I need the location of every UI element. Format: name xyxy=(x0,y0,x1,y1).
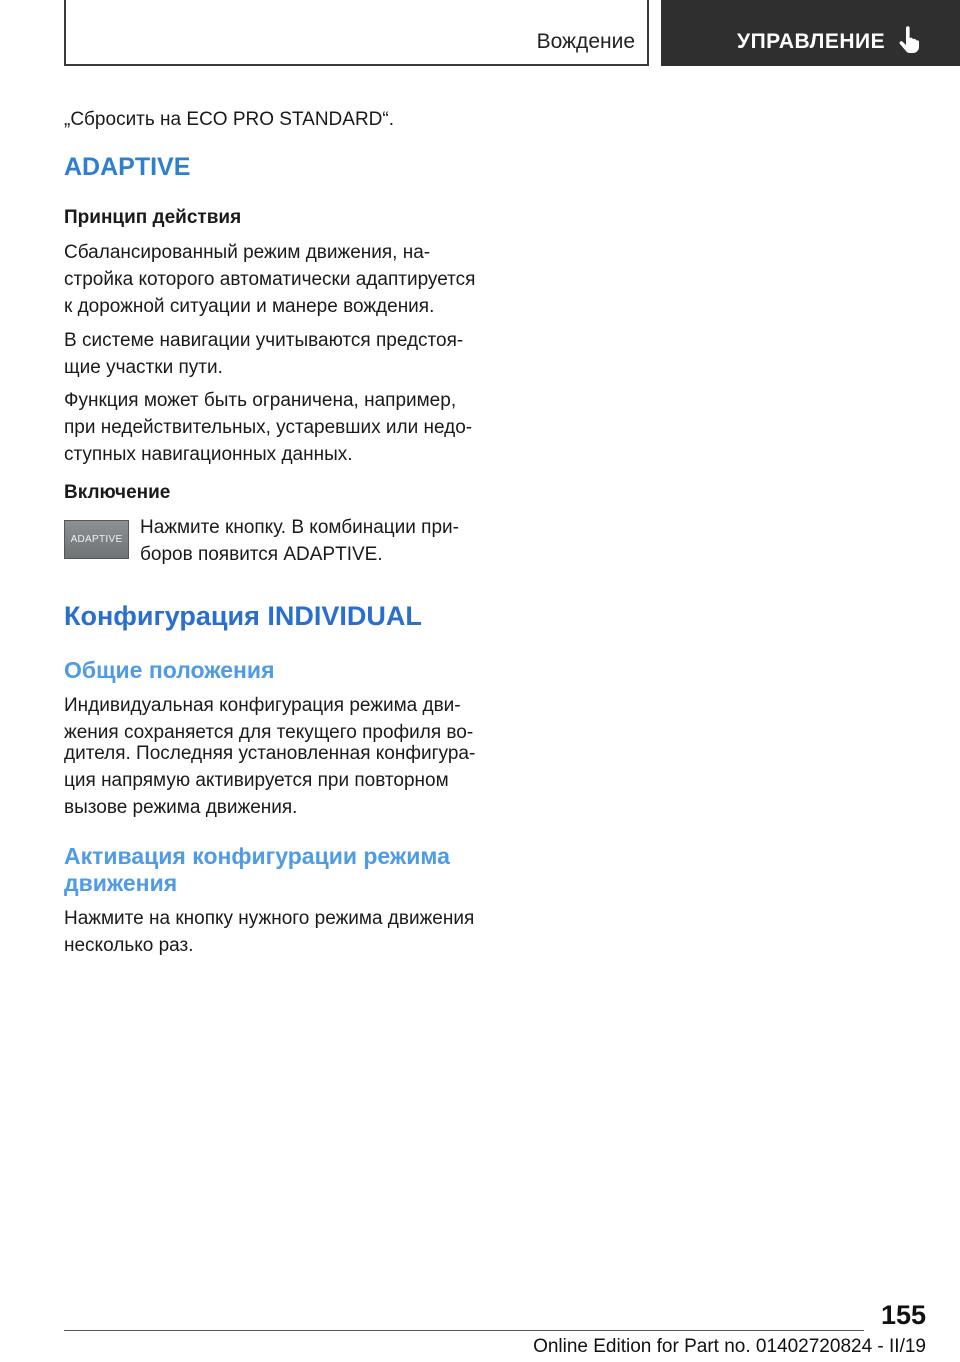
hand-pointer-icon xyxy=(897,26,921,54)
general-text-line1: Индивидуальная конфигурация режима дви- xyxy=(64,695,461,716)
general-text-line2: жения сохраняется для текущего профиля во- xyxy=(64,722,474,743)
config-activation-heading-line2: движения xyxy=(64,870,178,896)
activation-text-line1: Нажмите кнопку. В комбинации при- xyxy=(140,517,459,538)
adaptive-para3-line1: Функция может быть ограничена, например, xyxy=(64,390,457,411)
adaptive-para1-line2: стройка которого автоматически адаптируется xyxy=(64,269,476,290)
principle-heading: Принцип действия xyxy=(64,207,242,228)
adaptive-para1-line1: Сбалансированный режим движения, на- xyxy=(64,242,431,263)
config-activation-heading-line1: Активация конфигурации режима xyxy=(64,843,450,869)
header-chapter-title: УПРАВЛЕНИЕ xyxy=(737,30,886,53)
page-number: 155 xyxy=(880,1300,926,1330)
header-section-box xyxy=(64,0,649,66)
adaptive-para3-line3: ступных навигационных данных. xyxy=(64,444,353,465)
general-heading: Общие положения xyxy=(64,657,275,683)
adaptive-para1-line3: к дорожной ситуации и манере вождения. xyxy=(64,296,435,317)
footer-edition: Online Edition for Part no. 01402720824 - II/19 xyxy=(533,1336,926,1357)
activation-heading: Включение xyxy=(64,482,171,503)
general-text-line4: ция напрямую активируется при повторном xyxy=(64,770,449,791)
adaptive-button-label: ADAPTIVE xyxy=(70,534,123,545)
adaptive-para2-line1: В системе навигации учитываются предстоя- xyxy=(64,330,464,351)
individual-heading: Конфигурация INDIVIDUAL xyxy=(64,601,422,631)
adaptive-para3-line2: при недействительных, устаревших или недо- xyxy=(64,417,473,438)
adaptive-button-icon xyxy=(64,520,129,559)
header-chapter-box xyxy=(661,0,960,66)
general-text-line3: дителя. Последняя установленная конфигура- xyxy=(64,743,476,764)
general-text-line5: вызове режима движения. xyxy=(64,797,298,818)
footer-divider xyxy=(64,1330,864,1331)
adaptive-para2-line2: щие участки пути. xyxy=(64,357,223,378)
adaptive-heading: ADAPTIVE xyxy=(64,153,191,181)
config-activation-text-line2: несколько раз. xyxy=(64,935,194,956)
header-section-title: Вождение xyxy=(536,30,635,53)
activation-text-line2: боров появится ADAPTIVE. xyxy=(140,544,383,565)
config-activation-text-line1: Нажмите на кнопку нужного режима движения xyxy=(64,908,475,929)
intro-line: „Сбросить на ECO PRO STANDARD“. xyxy=(64,109,395,130)
